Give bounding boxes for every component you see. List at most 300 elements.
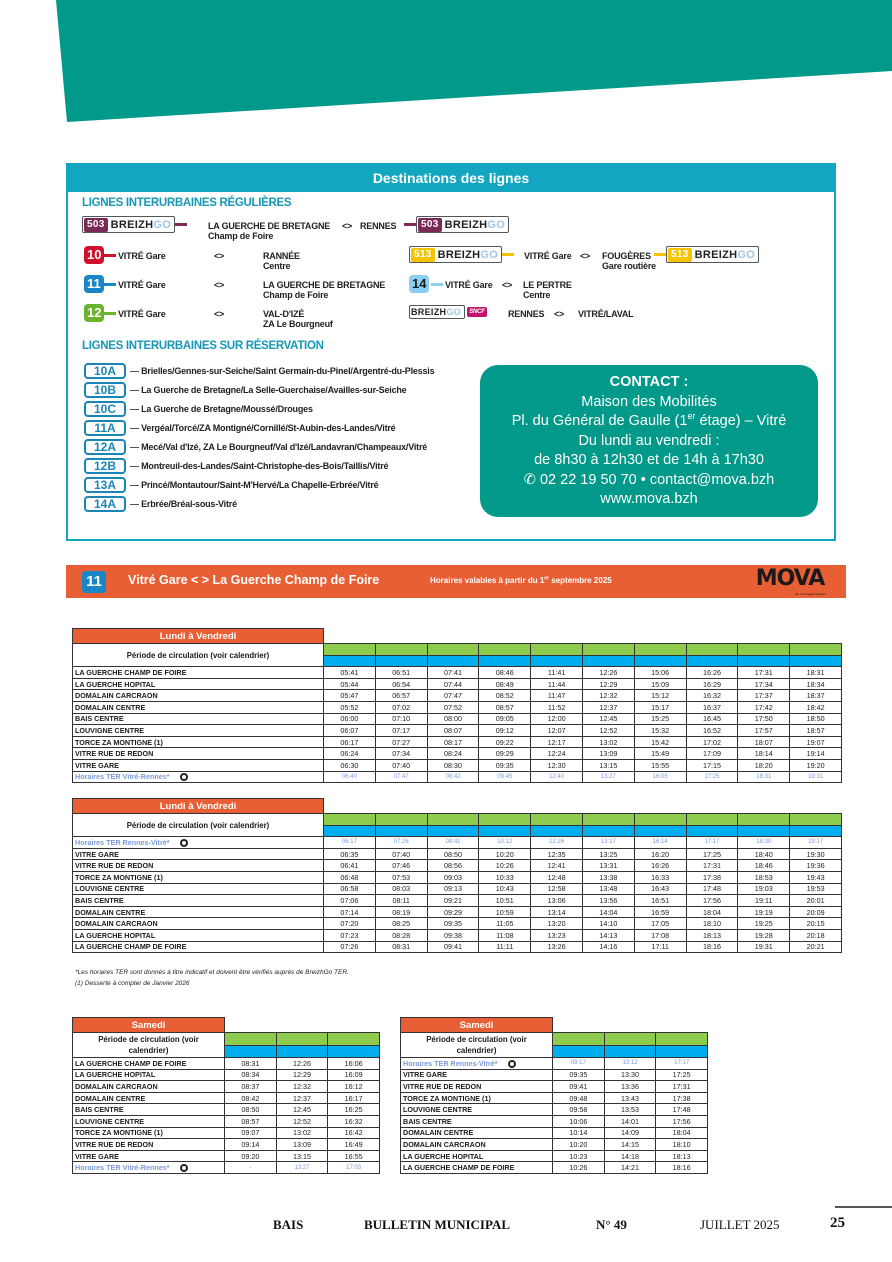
time-cell: 07:34	[375, 748, 427, 760]
stop-name	[73, 748, 324, 760]
spacer-cell	[427, 799, 479, 814]
time-cell: 13:12	[604, 1058, 656, 1070]
ter-row	[401, 1058, 708, 1070]
stop-label: DOMALAIN CENTRE	[403, 1128, 474, 1138]
time-cell: 19:17	[790, 837, 842, 849]
time-cell: 18:04	[656, 1127, 708, 1139]
stop-name	[73, 701, 324, 713]
time-cell: 05:41	[324, 667, 376, 679]
stop-label: TORCE ZA MONTIGNE (1)	[75, 737, 163, 747]
time-cell: 12:48	[531, 871, 583, 883]
brand-text: BREIZH	[694, 248, 738, 261]
route-to: LA GUERCHE DE BRETAGNE	[263, 280, 386, 290]
stop-name	[73, 1058, 225, 1070]
time-cell: 08:37	[225, 1081, 277, 1093]
time-cell: 06:17	[324, 736, 376, 748]
time-cell: 18:57	[790, 725, 842, 737]
time-cell: 16:42	[328, 1127, 380, 1139]
time-cell: 06:54	[375, 678, 427, 690]
time-cell: 18:34	[790, 678, 842, 690]
validity-pre: Horaires valables à partir du 1	[430, 576, 545, 585]
period-green-cell	[427, 814, 479, 826]
time-cell: 20:15	[790, 918, 842, 930]
reservation-route: — Princé/Montautour/Saint-M'Hervé/La Chapelle-Erbrée/Vitré	[130, 480, 378, 490]
time-cell: 09:45	[479, 771, 531, 783]
time-cell: 12:26	[276, 1058, 328, 1070]
time-cell: 13:25	[582, 848, 634, 860]
period-blue-cell	[531, 655, 583, 667]
spacer-cell	[686, 629, 738, 644]
table-row	[73, 759, 842, 771]
time-cell: 06:24	[324, 748, 376, 760]
time-cell: 18:37	[790, 690, 842, 702]
route-513	[409, 246, 514, 263]
brand-go: GO	[153, 218, 172, 231]
route-to: VAL-D'IZÉ	[263, 309, 305, 319]
table-row	[73, 748, 842, 760]
table-row	[73, 918, 842, 930]
contact-days: Du lundi au vendredi :	[578, 432, 720, 449]
route-503-to: RENNES	[360, 221, 397, 231]
time-cell: 07:20	[324, 918, 376, 930]
reservation-route: — Mecé/Val d'Izé, ZA Le Bourgneuf/Val d'Izé/Landavran/Champeaux/Vitré	[130, 442, 427, 452]
time-cell: 08:50	[225, 1104, 277, 1116]
footer-page-number: 25	[830, 1215, 845, 1231]
brand-go: GO	[446, 307, 461, 317]
reservation-route: — La Guerche de Bretagne/La Selle-Guerchaise/Availles-sur-Seiche	[130, 385, 407, 395]
time-cell: 15:32	[634, 725, 686, 737]
route-513-sep: <>	[580, 251, 591, 261]
period-green-cell	[582, 814, 634, 826]
stop-label: VITRE RUE DE REDON	[75, 861, 154, 871]
contact-website[interactable]: www.mova.bzh	[600, 491, 698, 507]
line-connector	[431, 283, 443, 286]
period-blue-cell	[738, 655, 790, 667]
spacer-cell	[582, 799, 634, 814]
stop-name	[73, 906, 324, 918]
time-cell: 18:46	[738, 860, 790, 872]
period-blue-cell	[686, 825, 738, 837]
time-cell: 07:23	[324, 929, 376, 941]
mova-logo-subtitle: par Vitré Agglomération	[794, 592, 826, 596]
time-cell: 07:10	[375, 713, 427, 725]
period-label: Période de circulation (voir calendrier)	[73, 1033, 225, 1058]
period-blue-cell	[686, 655, 738, 667]
time-cell: 17:11	[634, 941, 686, 953]
time-cell: 18:42	[790, 701, 842, 713]
time-cell: 18:30	[738, 837, 790, 849]
time-cell: 12:30	[531, 759, 583, 771]
reservation-route: — Brielles/Gennes-sur-Seiche/Saint Germain-du-Pinel/Argentré-du-Plessis	[130, 366, 434, 376]
stop-name	[73, 1081, 225, 1093]
route-ter-sep: <>	[554, 309, 565, 319]
time-cell: 13:56	[582, 895, 634, 907]
stop-label: DOMALAIN CENTRE	[75, 907, 146, 917]
route-12-to	[263, 309, 333, 329]
time-cell: 13:02	[582, 736, 634, 748]
destinations-title: Destinations des lignes	[68, 165, 834, 192]
time-cell: 12:32	[582, 690, 634, 702]
time-cell: 19:19	[738, 906, 790, 918]
time-cell: 17:48	[686, 883, 738, 895]
table-row	[401, 1115, 708, 1127]
time-cell: 16:12	[328, 1081, 380, 1093]
spacer-cell	[324, 629, 376, 644]
time-cell: 12:58	[531, 883, 583, 895]
period-green-cell	[738, 814, 790, 826]
time-cell: 16:17	[328, 1092, 380, 1104]
spacer-cell	[634, 629, 686, 644]
reservation-lines-title: LIGNES INTERURBAINES SUR RÉSERVATION	[82, 340, 324, 352]
route-14-from: VITRÉ Gare	[445, 280, 493, 290]
spacer-cell	[375, 629, 427, 644]
time-cell: 14:18	[604, 1150, 656, 1162]
stop-name	[73, 1092, 225, 1104]
time-cell: 12:40	[531, 771, 583, 783]
period-blue-cell	[427, 655, 479, 667]
time-cell: 15:06	[634, 667, 686, 679]
line-header	[66, 565, 846, 598]
time-cell: 08:50	[427, 848, 479, 860]
table-row	[401, 1139, 708, 1151]
time-cell: 16:49	[328, 1139, 380, 1151]
line-connector	[104, 283, 116, 286]
table-row	[73, 701, 842, 713]
stop-label: TORCE ZA MONTIGNE (1)	[403, 1093, 491, 1103]
time-cell: 09:07	[225, 1127, 277, 1139]
time-cell: 08:03	[375, 883, 427, 895]
stop-label: VITRE GARE	[75, 1151, 119, 1161]
stop-name	[401, 1150, 553, 1162]
reservation-code-badge: 14A	[84, 496, 126, 512]
period-green-cell	[324, 644, 376, 656]
line-connector	[104, 312, 116, 315]
period-label: Période de circulation (voir calendrier)	[73, 644, 324, 667]
period-green-cell	[328, 1033, 380, 1046]
time-cell: 08:42	[427, 771, 479, 783]
stop-name	[73, 771, 324, 783]
time-cell: 16:33	[634, 871, 686, 883]
table-row	[73, 929, 842, 941]
time-cell: 19:03	[738, 883, 790, 895]
route-to-sub: Gare routière	[602, 261, 656, 271]
time-cell: 13:26	[531, 941, 583, 953]
time-cell: 17:38	[686, 871, 738, 883]
contact-phone-email: ✆ 02 22 19 50 70 • contact@mova.bzh	[523, 471, 775, 488]
time-cell: 05:44	[324, 678, 376, 690]
period-blue-cell	[225, 1045, 277, 1058]
table-row	[73, 713, 842, 725]
spacer-cell	[375, 799, 427, 814]
time-cell: 18:16	[686, 941, 738, 953]
period-green-cell	[531, 644, 583, 656]
stop-name	[73, 941, 324, 953]
contact-title: CONTACT :	[609, 374, 689, 390]
time-cell: 14:04	[582, 906, 634, 918]
time-cell: 17:25	[656, 1069, 708, 1081]
time-cell: 16:32	[686, 690, 738, 702]
line-connector	[502, 253, 514, 256]
table-row	[73, 1115, 380, 1127]
time-cell: 18:10	[686, 918, 738, 930]
mova-logo: MOVA	[755, 566, 825, 591]
time-cell: 05:52	[324, 701, 376, 713]
route-10-to	[263, 251, 300, 271]
reservation-code-badge: 10B	[84, 382, 126, 398]
spacer-cell	[225, 1018, 277, 1033]
time-cell: 08:19	[375, 906, 427, 918]
time-cell: 09:14	[225, 1139, 277, 1151]
period-green-cell	[479, 814, 531, 826]
period-green-cell	[375, 814, 427, 826]
stop-name	[401, 1162, 553, 1174]
time-cell: 10:51	[479, 895, 531, 907]
time-cell: 15:09	[634, 678, 686, 690]
contact-hours: de 8h30 à 12h30 et de 14h à 17h30	[534, 452, 764, 468]
stop-label: Horaires TER Vitré-Rennes*	[75, 1163, 170, 1173]
period-green-cell	[686, 644, 738, 656]
time-cell: 13:38	[582, 871, 634, 883]
reservation-code-badge: 10A	[84, 363, 126, 379]
line-connector	[654, 253, 666, 256]
footer-town: BAIS	[273, 1217, 304, 1232]
stop-name	[73, 871, 324, 883]
table-row	[401, 1162, 708, 1174]
period-blue-cell	[479, 655, 531, 667]
time-cell: 11:41	[531, 667, 583, 679]
time-cell: 07:26	[375, 837, 427, 849]
time-cell: 07:40	[375, 848, 427, 860]
route-ter-from: RENNES	[508, 309, 545, 319]
time-cell: 18:13	[656, 1150, 708, 1162]
footnote-ter: *Les horaires TER sont donnés à titre indicatif et doivent être vérifiés auprès de BreizhGo TER.	[75, 969, 349, 976]
time-cell: 12:29	[582, 678, 634, 690]
time-cell: 07:41	[427, 667, 479, 679]
train-icon	[180, 839, 188, 847]
address-text: Pl. du Général de Gaulle (1	[511, 413, 688, 429]
stop-label: DOMALAIN CARCRAON	[403, 1139, 486, 1149]
time-cell: 18:14	[738, 748, 790, 760]
stop-label: LOUVIGNE CENTRE	[75, 1116, 145, 1126]
stop-label: DOMALAIN CENTRE	[75, 702, 146, 712]
time-cell: 13:15	[276, 1150, 328, 1162]
breizhgo-logo	[666, 246, 759, 263]
stop-name	[401, 1127, 553, 1139]
time-cell: 16:59	[634, 906, 686, 918]
time-cell: 12:26	[531, 837, 583, 849]
time-cell: 07:53	[375, 871, 427, 883]
time-cell: 11:44	[531, 678, 583, 690]
time-cell: 07:47	[375, 771, 427, 783]
spacer-cell	[328, 1018, 380, 1033]
time-cell: 12:24	[531, 748, 583, 760]
stop-name	[73, 667, 324, 679]
time-cell: 12:07	[531, 725, 583, 737]
train-icon	[180, 1164, 188, 1172]
route-from-sub: Champ de Foire	[208, 231, 274, 241]
period-green-cell	[375, 644, 427, 656]
breizhgo-logo	[409, 246, 502, 263]
stop-label: BAIS CENTRE	[75, 714, 124, 724]
period-green-cell	[634, 814, 686, 826]
time-cell: 16:14	[634, 837, 686, 849]
spacer-cell	[531, 799, 583, 814]
time-cell: 15:49	[634, 748, 686, 760]
time-cell: 20:21	[790, 941, 842, 953]
stop-name	[401, 1104, 553, 1116]
time-cell: 13:53	[604, 1104, 656, 1116]
day-header: Samedi	[401, 1018, 553, 1033]
period-blue-cell	[582, 655, 634, 667]
time-cell: 12:37	[276, 1092, 328, 1104]
time-cell: 06:07	[324, 725, 376, 737]
time-cell: 19:30	[790, 848, 842, 860]
time-cell: 12:00	[531, 713, 583, 725]
time-cell: 08:17	[427, 736, 479, 748]
reservation-route: — Montreuil-des-Landes/Saint-Christophe-des-Bois/Taillis/Vitré	[130, 461, 388, 471]
time-cell: 08:56	[427, 860, 479, 872]
period-blue-cell	[604, 1045, 656, 1058]
line-connector	[404, 223, 416, 226]
time-cell: 10:26	[553, 1162, 605, 1174]
brand-text: BREIZH	[110, 218, 154, 231]
stop-name	[73, 1162, 225, 1174]
time-cell: 09:48	[553, 1092, 605, 1104]
stop-label: DOMALAIN CARCRAON	[75, 919, 158, 929]
timetable-weekday-return	[72, 798, 842, 953]
time-cell: 09:29	[427, 906, 479, 918]
timetable-saturday-outbound	[72, 1017, 380, 1174]
time-cell: 14:10	[582, 918, 634, 930]
route-to: LE PERTRE	[523, 280, 572, 290]
table-row	[73, 883, 842, 895]
time-cell: 08:28	[375, 929, 427, 941]
brand-text: BREIZH	[437, 248, 481, 261]
time-cell: 11:52	[531, 701, 583, 713]
time-cell: 14:13	[582, 929, 634, 941]
stop-label: VITRE GARE	[403, 1070, 447, 1080]
time-cell: 09:35	[553, 1069, 605, 1081]
time-cell: 17:56	[686, 895, 738, 907]
time-cell: 16:26	[634, 860, 686, 872]
stop-label: VITRE GARE	[75, 849, 119, 859]
stop-name	[73, 678, 324, 690]
time-cell: 06:48	[324, 871, 376, 883]
time-cell: 17:42	[738, 701, 790, 713]
time-cell: 18:16	[656, 1162, 708, 1174]
time-cell: 16:09	[328, 1069, 380, 1081]
time-cell: 17:31	[686, 860, 738, 872]
time-cell: 09:41	[427, 941, 479, 953]
time-cell: 18:20	[738, 759, 790, 771]
time-cell: 15:12	[634, 690, 686, 702]
contact-place: Maison des Mobilités	[581, 393, 717, 410]
time-cell: 11:05	[479, 918, 531, 930]
time-cell: 20:01	[790, 895, 842, 907]
time-cell: 07:26	[324, 941, 376, 953]
time-cell: 16:32	[328, 1115, 380, 1127]
time-cell: 08:57	[225, 1115, 277, 1127]
line-connector	[175, 223, 187, 226]
stop-name	[73, 883, 324, 895]
footnote-desserte: (1) Desserte à compter de Janvier 2026	[75, 980, 190, 987]
time-cell: 14:01	[604, 1115, 656, 1127]
table-row	[73, 906, 842, 918]
time-cell: 16:55	[328, 1150, 380, 1162]
time-cell: 06:17	[324, 837, 376, 849]
period-green-cell	[531, 814, 583, 826]
reservation-code-badge: 10C	[84, 401, 126, 417]
time-cell: 16:25	[328, 1104, 380, 1116]
regular-lines-title: LIGNES INTERURBAINES RÉGULIÈRES	[82, 197, 292, 209]
period-blue-cell	[427, 825, 479, 837]
stop-label: Horaires TER Vitré-Rennes*	[75, 772, 170, 782]
spacer-cell	[553, 1018, 605, 1033]
time-cell: 10:14	[553, 1127, 605, 1139]
table-row	[73, 1069, 380, 1081]
time-cell: 10:06	[553, 1115, 605, 1127]
time-cell: 12:52	[582, 725, 634, 737]
time-cell: 18:40	[738, 848, 790, 860]
stop-label: LA GUERCHE HOPITAL	[75, 930, 156, 940]
stop-label: TORCE ZA MONTIGNE (1)	[75, 872, 163, 882]
brand-text: BREIZH	[411, 307, 447, 317]
route-11-to	[263, 280, 385, 300]
stop-name	[73, 690, 324, 702]
time-cell: 17:56	[656, 1115, 708, 1127]
period-blue-cell	[634, 655, 686, 667]
reservation-code-badge: 12A	[84, 439, 126, 455]
table-row	[73, 1150, 380, 1162]
time-cell: 07:14	[324, 906, 376, 918]
time-cell: 13:20	[531, 918, 583, 930]
period-blue-cell	[324, 655, 376, 667]
time-cell: 17:25	[686, 848, 738, 860]
spacer-cell	[686, 799, 738, 814]
time-cell: 18:07	[738, 736, 790, 748]
period-green-cell	[553, 1033, 605, 1046]
stop-label: BAIS CENTRE	[403, 1116, 452, 1126]
period-green-cell	[604, 1033, 656, 1046]
time-cell: 17:02	[686, 736, 738, 748]
table-row	[73, 1104, 380, 1116]
table-row	[73, 1127, 380, 1139]
time-cell: 15:25	[634, 713, 686, 725]
time-cell: 07:02	[375, 701, 427, 713]
time-cell: 12:37	[582, 701, 634, 713]
time-cell: 07:27	[375, 736, 427, 748]
route-to: RANNÉE	[263, 251, 300, 261]
stop-label: VITRE GARE	[75, 760, 119, 770]
time-cell: 16:52	[686, 725, 738, 737]
time-cell: 09:20	[225, 1150, 277, 1162]
breizhgo-logo	[416, 216, 509, 233]
time-cell: 13:43	[604, 1092, 656, 1104]
time-cell: 13:15	[582, 759, 634, 771]
time-cell: -	[225, 1162, 277, 1174]
period-green-cell	[790, 644, 842, 656]
spacer-cell	[656, 1018, 708, 1033]
time-cell: 08:31	[375, 941, 427, 953]
time-cell: 19:43	[790, 871, 842, 883]
breizhgo-logo	[82, 216, 175, 233]
spacer-cell	[790, 799, 842, 814]
table-row	[73, 678, 842, 690]
time-cell: 19:25	[738, 918, 790, 930]
stop-label: LOUVIGNE CENTRE	[75, 884, 145, 894]
time-cell: 07:52	[427, 701, 479, 713]
stop-label: VITRE RUE DE REDON	[75, 1139, 154, 1149]
